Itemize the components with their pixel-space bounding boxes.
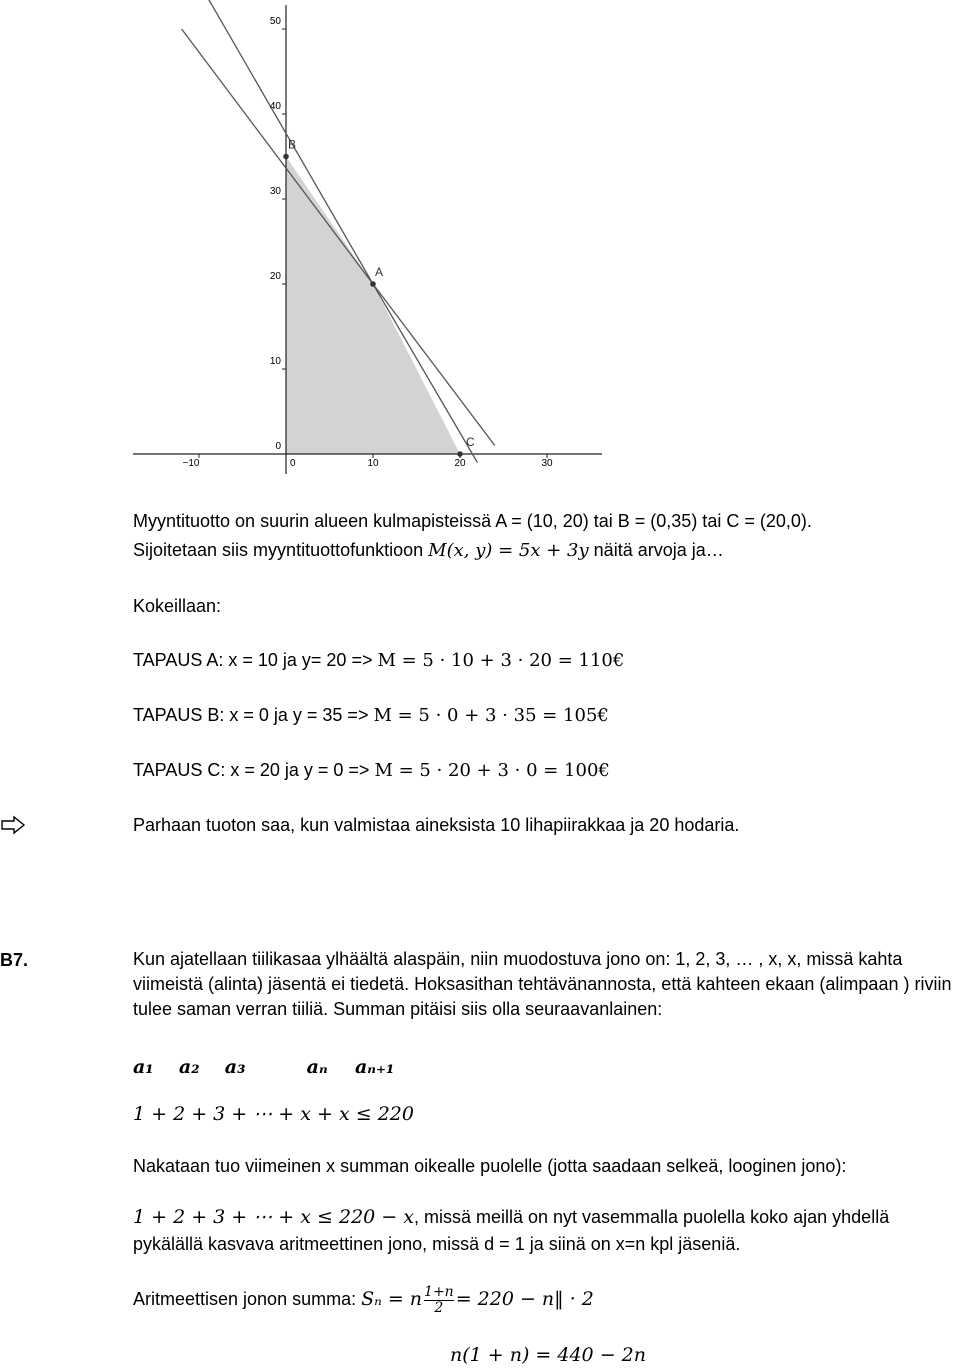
case-a [133,649,624,672]
case-c-formula: M = 5 · 20 + 3 · 0 = 100€ [374,760,610,781]
case-b-formula: M = 5 · 0 + 3 · 35 = 105€ [373,705,609,726]
b7-paragraph: Kun ajatellaan tiilikasaa ylhäältä alaspäin, niin muodostuva jono on: 1, 2, 3, … , x, x, missä kahta viimeistä (alinta) jäsentä ei tiedetä. Hoksasithan tehtävänannosta, että kahteen ekaan (alimpaan ) riviin tulee saman verran tiiliä. Summan pitäisi siis olla seuraavanlainen: [133,949,952,1019]
substitution-text-end: näitä arvoja ja… [588,540,724,560]
corner-points-statement: Myyntituotto on suurin alueen kulmapisteissä A = (10, 20) tai B = (0,35) tai C = (20,0). [133,511,812,531]
term-a2: a₂ [178,1056,200,1078]
y-tick-label: 50 [269,16,281,27]
right-arrow-outline-icon [0,815,26,835]
inequality-moved [133,1206,889,1228]
case-c [133,759,610,782]
inequality-sum: 1 + 2 + 3 + ⋯ + x + x ≤ 220 [133,1103,414,1125]
try-heading: Kokeillaan: [133,596,222,616]
case-c-label: TAPAUS C: x = 20 ja y = 0 => [133,760,375,780]
term-an: aₙ [306,1056,328,1078]
final-equation: n(1 + n) = 440 − 2n [450,1344,646,1366]
problem-label-b7: B7. [0,950,29,970]
x-tick-label: −10 [182,458,200,469]
revenue-function: M(x, y) = 5x + 3y [428,540,589,561]
substitution-sentence [133,539,724,562]
case-a-formula: M = 5 · 10 + 3 · 20 = 110€ [377,650,625,671]
point-c [457,451,463,457]
point-label-b: B [288,137,297,152]
x-tick-label: 30 [541,458,553,469]
sum-rhs: = 220 − n‖ · 2 [455,1288,594,1310]
case-b-label: TAPAUS B: x = 0 ja y = 35 => [133,705,374,725]
move-x-sentence: Nakataan tuo viimeinen x summan oikealle puolelle (jotta saadaan selkeä, looginen jono): [133,1156,847,1176]
conclusion: Parhaan tuoton saa, kun valmistaa aineksista 10 lihapiirakkaa ja 20 hodaria. [133,815,740,835]
term-a3: a₃ [224,1056,246,1078]
x-tick-label: 0 [290,458,296,469]
x-tick-label: 20 [454,458,466,469]
fraction-denominator: 2 [424,1300,454,1316]
sum-fraction [424,1285,454,1316]
substitution-text: Sijoitetaan siis myyntituottofunktioon [133,540,429,560]
x-tick-label: 10 [367,458,379,469]
sequence-terms [133,1056,394,1078]
y-tick-label: 10 [269,356,281,367]
point-a [370,281,376,287]
case-b [133,704,609,727]
sum-label: Aritmeettisen jonon summa: [133,1289,362,1309]
inequality-moved-formula: 1 + 2 + 3 + ⋯ + x ≤ 220 − x [133,1206,414,1228]
term-a1: a₁ [133,1056,154,1078]
y-tick-label: 0 [275,441,281,452]
y-tick-label: 20 [269,271,281,282]
feasible-region [286,157,460,455]
case-a-label: TAPAUS A: x = 10 ja y= 20 => [133,650,378,670]
point-b [283,154,289,160]
fraction-numerator: 1+n [424,1283,454,1300]
point-label-c: C [466,435,475,449]
arithmetic-sum [133,1281,594,1317]
sequence-description: pykälällä kasvava aritmeettinen jono, missä d = 1 ja siinä on x=n kpl jäseniä. [133,1234,741,1254]
y-tick-label: 40 [269,101,281,112]
feasible-region-plot [0,0,960,490]
point-label-a: A [375,265,384,279]
inequality-moved-text: , missä meillä on nyt vasemmalla puolella koko ajan yhdellä [413,1207,890,1227]
y-tick-label: 30 [269,186,281,197]
sum-lhs: Sₙ = n [361,1288,423,1310]
term-an-plus-1: aₙ₊₁ [354,1056,395,1078]
